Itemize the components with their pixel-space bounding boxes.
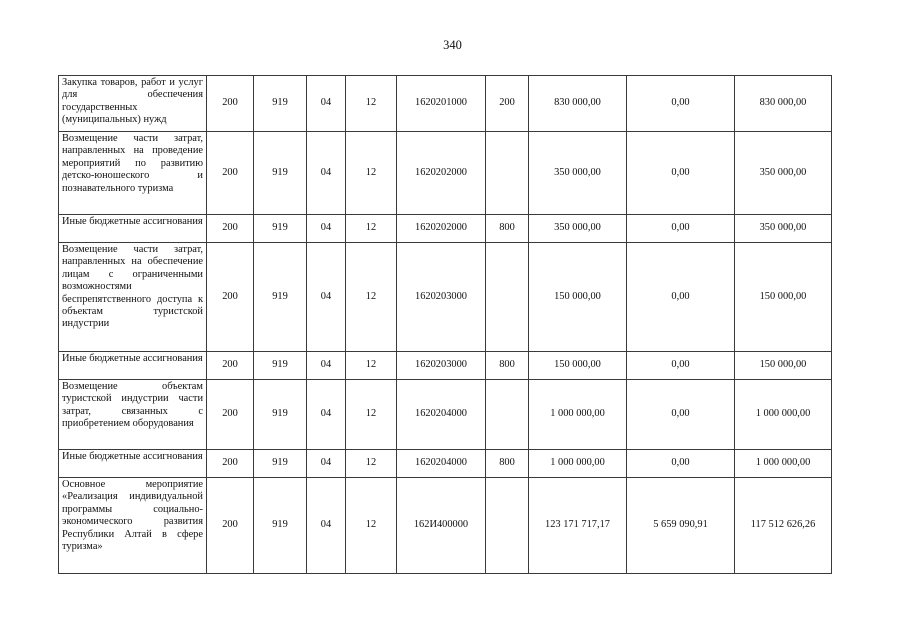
- cell-col2: 919: [254, 132, 307, 215]
- page-number: 340: [443, 38, 462, 52]
- cell-sum1: 830 000,00: [529, 76, 627, 132]
- cell-col2: 919: [254, 352, 307, 380]
- cell-col2: 919: [254, 478, 307, 574]
- cell-csr: 1620203000: [397, 243, 486, 352]
- row-name: Иные бюджетные ассигнования: [59, 215, 207, 243]
- cell-sum3: 350 000,00: [735, 132, 832, 215]
- cell-col3: 04: [307, 215, 346, 243]
- table-row: [59, 132, 832, 215]
- table-row: [59, 478, 832, 574]
- cell-col3: 04: [307, 450, 346, 478]
- cell-sum1: 123 171 717,17: [529, 478, 627, 574]
- cell-sum2: 0,00: [627, 380, 735, 450]
- cell-sum3: 150 000,00: [735, 352, 832, 380]
- cell-sum2: 0,00: [627, 450, 735, 478]
- cell-vr: 200: [486, 76, 529, 132]
- cell-sum3: 1 000 000,00: [735, 380, 832, 450]
- cell-col1: 200: [207, 215, 254, 243]
- row-name: Основное мероприятие «Реализация индивидуальной программы социально-экономического развития Республики Алтай в сфере туризма»: [59, 478, 207, 574]
- cell-col3: 04: [307, 380, 346, 450]
- row-name: Возмещение части затрат, направленных на обеспечение лицам с ограниченными возможностями беспрепятственного доступа к объектам туристской индустрии: [59, 243, 207, 352]
- cell-vr: 800: [486, 352, 529, 380]
- cell-vr: 800: [486, 215, 529, 243]
- cell-col4: 12: [346, 478, 397, 574]
- cell-sum3: 350 000,00: [735, 215, 832, 243]
- cell-col3: 04: [307, 478, 346, 574]
- cell-sum2: 0,00: [627, 215, 735, 243]
- cell-sum2: 0,00: [627, 243, 735, 352]
- cell-csr: 1620202000: [397, 215, 486, 243]
- cell-csr: 162И400000: [397, 478, 486, 574]
- cell-col1: 200: [207, 132, 254, 215]
- cell-vr: 800: [486, 450, 529, 478]
- cell-sum1: 350 000,00: [529, 132, 627, 215]
- row-name: Закупка товаров, работ и услуг для обеспечения государственных (муниципальных) нужд: [59, 76, 207, 132]
- table-row: [59, 450, 832, 478]
- cell-col1: 200: [207, 352, 254, 380]
- cell-sum2: 0,00: [627, 352, 735, 380]
- table-row: [59, 243, 832, 352]
- table-row: [59, 215, 832, 243]
- cell-vr: [486, 478, 529, 574]
- cell-col3: 04: [307, 132, 346, 215]
- cell-csr: 1620201000: [397, 76, 486, 132]
- cell-col4: 12: [346, 243, 397, 352]
- cell-col1: 200: [207, 478, 254, 574]
- cell-sum2: 0,00: [627, 132, 735, 215]
- cell-sum3: 150 000,00: [735, 243, 832, 352]
- row-name: Иные бюджетные ассигнования: [59, 352, 207, 380]
- cell-sum3: 117 512 626,26: [735, 478, 832, 574]
- table-row: [59, 352, 832, 380]
- cell-col4: 12: [346, 380, 397, 450]
- cell-col3: 04: [307, 76, 346, 132]
- budget-table: [58, 75, 832, 574]
- cell-csr: 1620204000: [397, 450, 486, 478]
- cell-csr: 1620202000: [397, 132, 486, 215]
- row-name: Возмещение части затрат, направленных на проведение мероприятий по развитию детско-юношеского и познавательного туризма: [59, 132, 207, 215]
- cell-sum2: 0,00: [627, 76, 735, 132]
- cell-col2: 919: [254, 215, 307, 243]
- cell-sum1: 1 000 000,00: [529, 450, 627, 478]
- cell-sum3: 1 000 000,00: [735, 450, 832, 478]
- cell-col2: 919: [254, 76, 307, 132]
- cell-vr: [486, 243, 529, 352]
- row-name: Возмещение объектам туристской индустрии части затрат, связанных с приобретением оборудования: [59, 380, 207, 450]
- cell-sum3: 830 000,00: [735, 76, 832, 132]
- row-name: Иные бюджетные ассигнования: [59, 450, 207, 478]
- table-row: [59, 380, 832, 450]
- cell-col1: 200: [207, 380, 254, 450]
- cell-col2: 919: [254, 243, 307, 352]
- cell-sum1: 350 000,00: [529, 215, 627, 243]
- cell-col2: 919: [254, 380, 307, 450]
- cell-col2: 919: [254, 450, 307, 478]
- cell-col1: 200: [207, 243, 254, 352]
- cell-col4: 12: [346, 450, 397, 478]
- cell-sum1: 150 000,00: [529, 352, 627, 380]
- cell-csr: 1620204000: [397, 380, 486, 450]
- cell-vr: [486, 132, 529, 215]
- cell-col1: 200: [207, 450, 254, 478]
- cell-col4: 12: [346, 132, 397, 215]
- cell-col4: 12: [346, 215, 397, 243]
- cell-col3: 04: [307, 243, 346, 352]
- cell-col4: 12: [346, 76, 397, 132]
- cell-vr: [486, 380, 529, 450]
- cell-sum1: 150 000,00: [529, 243, 627, 352]
- cell-sum2: 5 659 090,91: [627, 478, 735, 574]
- cell-csr: 1620203000: [397, 352, 486, 380]
- cell-col4: 12: [346, 352, 397, 380]
- cell-col1: 200: [207, 76, 254, 132]
- cell-sum1: 1 000 000,00: [529, 380, 627, 450]
- table-row: [59, 76, 832, 132]
- cell-col3: 04: [307, 352, 346, 380]
